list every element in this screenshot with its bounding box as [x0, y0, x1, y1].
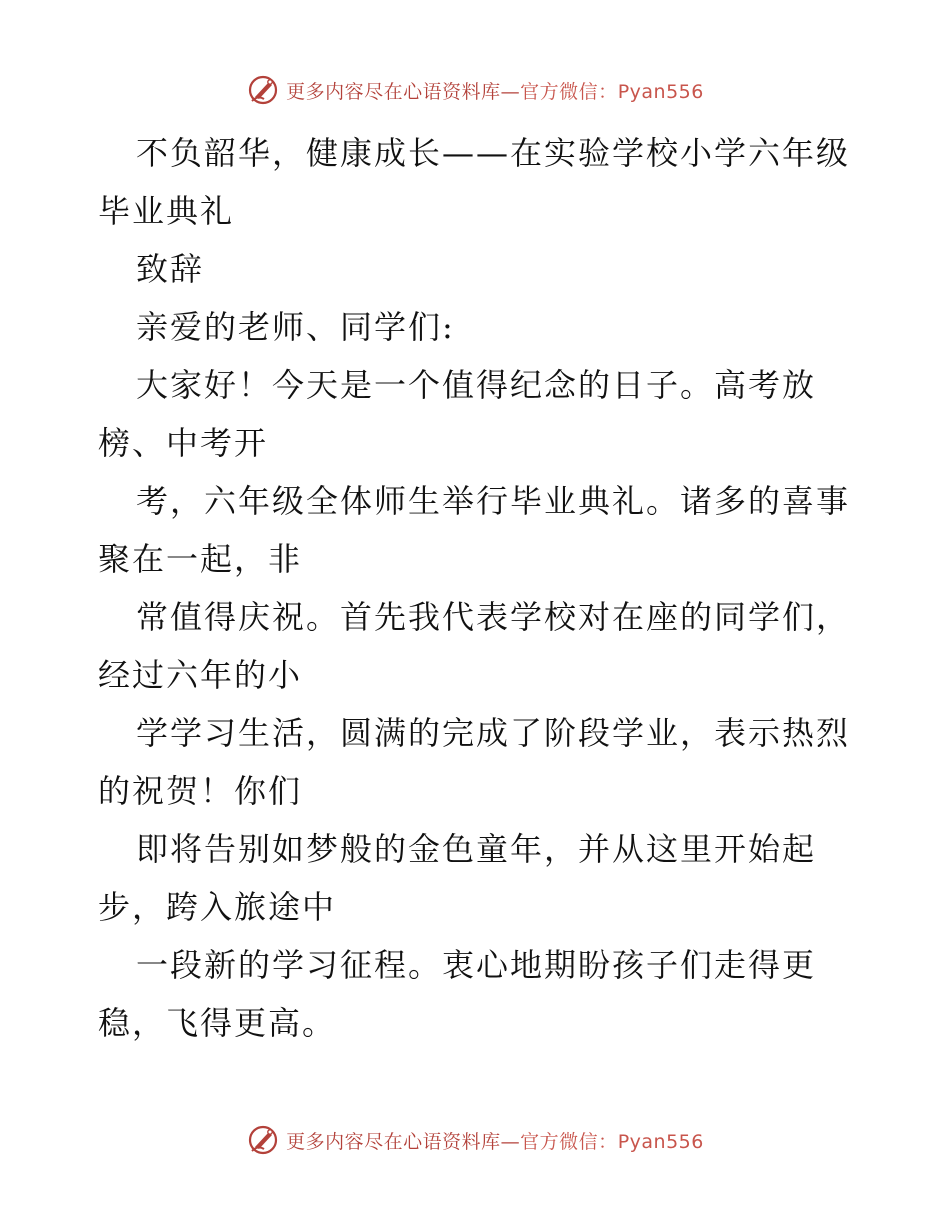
header-promo-dash: —	[500, 80, 521, 103]
doc-line-2: 致辞	[136, 250, 205, 288]
doc-line-9: 经过六年的小	[98, 656, 303, 694]
doc-line-0: 不负韶华，健康成长——在实验学校小学六年级	[136, 134, 851, 172]
footer-promo-main: 更多内容尽在心语资料库	[286, 1130, 501, 1153]
doc-line-14: 一段新的学习征程。衷心地期盼孩子们走得更	[136, 946, 817, 984]
doc-line-13: 步，跨入旅途中	[98, 888, 337, 926]
quill-pen-circle-icon	[246, 73, 280, 107]
doc-line-15: 稳，飞得更高。	[98, 1004, 337, 1042]
header-promo-text	[286, 77, 704, 104]
header-promo-main: 更多内容尽在心语资料库	[286, 80, 501, 103]
doc-line-6: 考，六年级全体师生举行毕业典礼。诸多的喜事	[136, 482, 851, 520]
footer-promo-text	[286, 1127, 704, 1154]
footer-promo-banner	[0, 1122, 950, 1158]
header-promo-wechat: 官方微信：	[520, 80, 618, 103]
header-promo-banner	[0, 72, 950, 108]
footer-promo-handle: Pyan556	[617, 1130, 704, 1153]
footer-promo-dash: —	[500, 1130, 521, 1153]
footer-promo-wechat: 官方微信：	[520, 1130, 618, 1153]
doc-line-8: 常值得庆祝。首先我代表学校对在座的同学们，	[136, 598, 851, 636]
doc-line-12: 即将告别如梦般的金色童年，并从这里开始起	[136, 830, 817, 868]
doc-line-4: 大家好！今天是一个值得纪念的日子。高考放	[136, 366, 817, 404]
doc-line-11: 的祝贺！你们	[98, 772, 303, 810]
doc-line-5: 榜、中考开	[98, 424, 269, 462]
doc-line-3: 亲爱的老师、同学们:	[136, 308, 455, 346]
doc-line-10: 学学习生活，圆满的完成了阶段学业，表示热烈	[136, 714, 851, 752]
document-body	[98, 124, 858, 1052]
doc-line-1: 毕业典礼	[98, 192, 235, 230]
doc-line-7: 聚在一起，非	[98, 540, 303, 578]
header-promo-handle: Pyan556	[617, 80, 704, 103]
quill-pen-circle-icon	[246, 1123, 280, 1157]
